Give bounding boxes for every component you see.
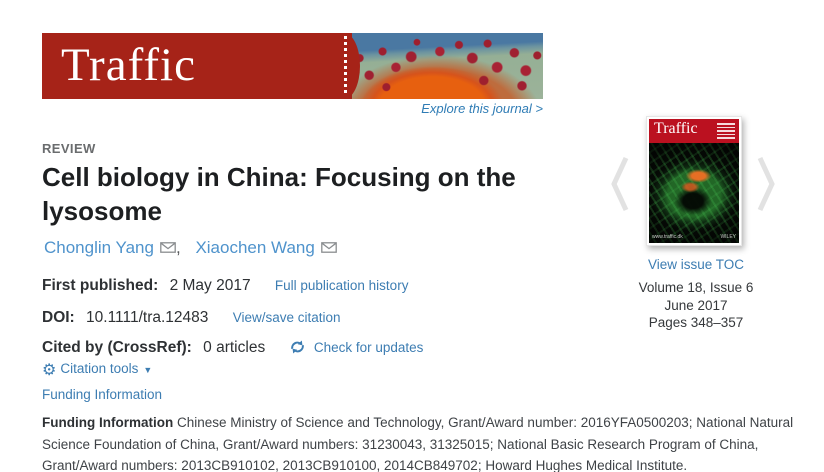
cover-title-band bbox=[649, 119, 739, 143]
cover-micrograph bbox=[649, 143, 739, 243]
gear-icon: ⚙ bbox=[42, 362, 57, 379]
first-published-label: First published: bbox=[42, 277, 159, 294]
issue-volume: Volume 18, Issue 6 bbox=[638, 280, 754, 295]
previous-issue-chevron[interactable] bbox=[611, 155, 629, 218]
author-link[interactable]: Xiaochen Wang bbox=[195, 238, 315, 257]
doi-label: DOI: bbox=[42, 309, 75, 326]
issue-cover[interactable] bbox=[646, 116, 742, 246]
check-updates-link[interactable]: Check for updates bbox=[313, 340, 424, 355]
cover-publisher-logo: WILEY bbox=[720, 234, 736, 240]
funding-information-link[interactable]: Funding Information bbox=[42, 387, 163, 402]
funding-paragraph bbox=[42, 412, 824, 472]
cover-editor-lines bbox=[717, 123, 735, 141]
caret-down-icon: ▼ bbox=[143, 365, 153, 375]
publication-history-link[interactable]: Full publication history bbox=[274, 278, 409, 293]
issue-info bbox=[604, 257, 788, 332]
journal-logo: Traffic bbox=[61, 39, 196, 91]
cited-by-value: 0 articles bbox=[203, 339, 266, 356]
cited-by-row bbox=[42, 339, 423, 359]
author-separator: , bbox=[175, 238, 181, 257]
funding-text: Chinese Ministry of Science and Technology, Grant/Award number: 2016YFA0500203; National Natural Science Foundation of China, Grant/Award numbers: 31230043, 31325015; National Basic Research Program of China, Grant/Award numbers: 2013CB910102, 2013CB910100, 2014CB849702; Howard Hughes Medical Institute. bbox=[42, 415, 794, 472]
email-icon[interactable] bbox=[160, 238, 176, 258]
check-updates-icon[interactable] bbox=[290, 340, 305, 359]
cover-footer bbox=[652, 234, 736, 240]
issue-pages: Pages 348–357 bbox=[648, 315, 744, 330]
issue-date: June 2017 bbox=[664, 297, 728, 313]
banner-micrograph-art bbox=[352, 33, 543, 99]
cited-by-label: Cited by (CrossRef): bbox=[42, 339, 192, 356]
first-published-value: 2 May 2017 bbox=[169, 277, 251, 294]
journal-banner[interactable] bbox=[42, 33, 543, 99]
article-category-label: REVIEW bbox=[42, 141, 96, 156]
view-issue-toc-link[interactable]: View issue TOC bbox=[647, 257, 745, 272]
article-title: Cell biology in China: Focusing on the lysosome bbox=[42, 162, 516, 226]
cover-website: www.traffic.dk bbox=[652, 234, 683, 240]
view-save-citation-link[interactable]: View/save citation bbox=[232, 310, 341, 325]
email-icon[interactable] bbox=[321, 238, 337, 258]
first-published-row bbox=[42, 277, 408, 295]
citation-tools-button[interactable] bbox=[42, 360, 152, 380]
funding-label: Funding Information bbox=[42, 415, 174, 430]
explore-journal-link[interactable]: Explore this journal > bbox=[421, 101, 543, 116]
banner-dotted-divider bbox=[344, 36, 347, 96]
next-issue-chevron[interactable] bbox=[757, 155, 775, 218]
author-list bbox=[44, 238, 337, 258]
doi-value: 10.1111/tra.12483 bbox=[86, 309, 209, 326]
citation-tools-label: Citation tools bbox=[60, 361, 139, 376]
author-link[interactable]: Chonglin Yang bbox=[44, 238, 154, 257]
cover-journal-title: Traffic bbox=[654, 120, 698, 137]
doi-row bbox=[42, 309, 341, 327]
